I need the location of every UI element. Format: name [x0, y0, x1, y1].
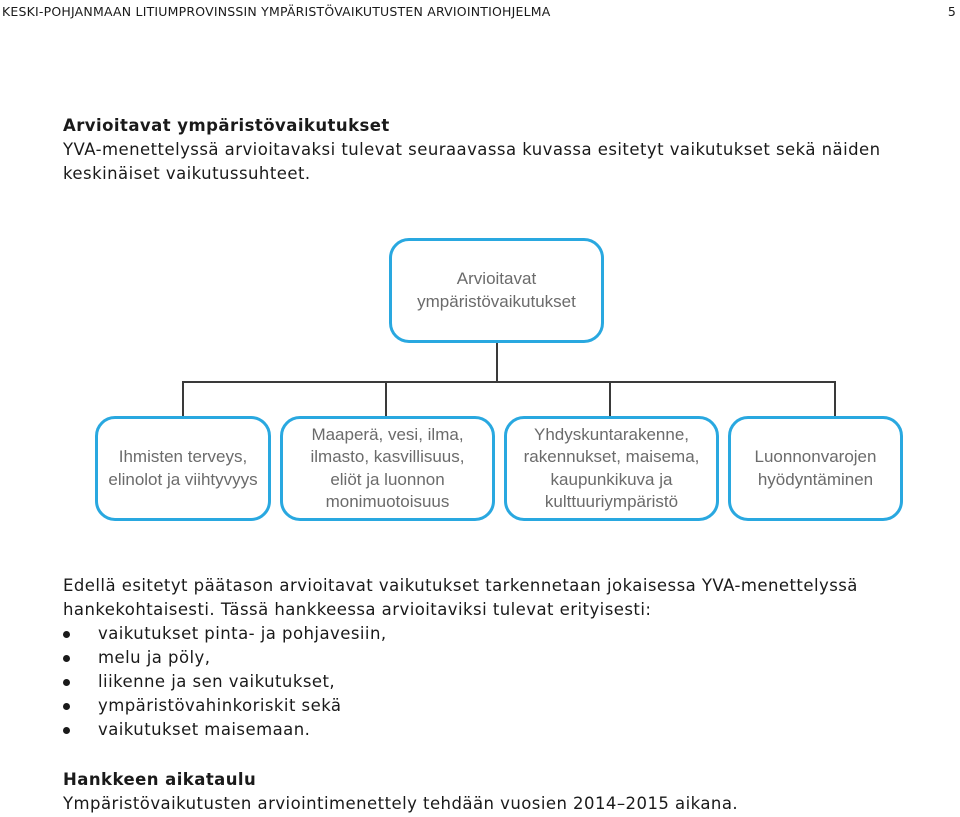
diagram-root-node	[389, 238, 604, 343]
schedule-section	[63, 768, 943, 816]
list-item: melu ja pöly,	[63, 646, 943, 670]
document-title: KESKI-POHJANMAAN LITIUMPROVINSSIN YMPÄRISTÖVAIKUTUSTEN ARVIOINTIOHJELMA	[2, 4, 551, 19]
list-item: liikenne ja sen vaikutukset,	[63, 670, 943, 694]
impacts-diagram	[0, 230, 960, 530]
diagram-node-health	[95, 416, 271, 521]
connector-root-down	[496, 343, 498, 383]
list-item: vaikutukset maisemaan.	[63, 718, 943, 742]
section-heading-impacts: Arvioitavat ympäristövaikutukset	[63, 116, 390, 135]
section-heading-schedule: Hankkeen aikataulu	[63, 770, 257, 789]
list-item: vaikutukset pinta- ja pohjavesiin,	[63, 622, 943, 646]
schedule-paragraph: Ympäristövaikutusten arviointimenettely tehdään vuosien 2014–2015 aikana.	[63, 794, 739, 813]
diagram-node-label: Yhdyskuntarakenne, rakennukset, maisema, kaupunkikuva ja kulttuuriympäristö	[523, 424, 700, 511]
page-number: 5	[947, 4, 956, 19]
diagram-node-label: Ihmisten terveys, elinolot ja viihtyvyys	[108, 447, 258, 489]
diagram-node-environment	[280, 416, 495, 521]
diagram-root-label: Arvioitavat ympäristövaikutukset	[417, 269, 576, 311]
page-header	[0, 4, 960, 24]
connector-horizontal	[182, 381, 836, 383]
diagram-node-label: Maaperä, vesi, ilma, ilmasto, kasvillisuus, eliöt ja luonnon monimuotoisuus	[310, 424, 465, 511]
list-item: ympäristövahinkoriskit sekä	[63, 694, 943, 718]
connector-child-1	[182, 381, 184, 417]
connector-child-3	[609, 381, 611, 417]
diagram-node-label: Luonnonvarojen hyödyntäminen	[754, 447, 877, 489]
intro-paragraph: YVA-menettelyssä arvioitavaksi tulevat seuraavassa kuvassa esitetyt vaikutukset sekä näiden keskinäiset vaikutussuhteet.	[63, 140, 881, 183]
diagram-node-resources	[728, 416, 903, 521]
refinement-section	[63, 574, 943, 742]
connector-child-4	[834, 381, 836, 417]
refinement-paragraph: Edellä esitetyt päätason arvioitavat vaikutukset tarkennetaan jokaisessa YVA-menettelyssä hankekohtaisesti. Tässä hankkeessa arvioitaviksi tulevat erityisesti:	[63, 576, 858, 619]
connector-child-2	[385, 381, 387, 417]
diagram-node-community	[504, 416, 719, 521]
impact-list	[63, 622, 943, 742]
intro-section	[63, 114, 943, 186]
